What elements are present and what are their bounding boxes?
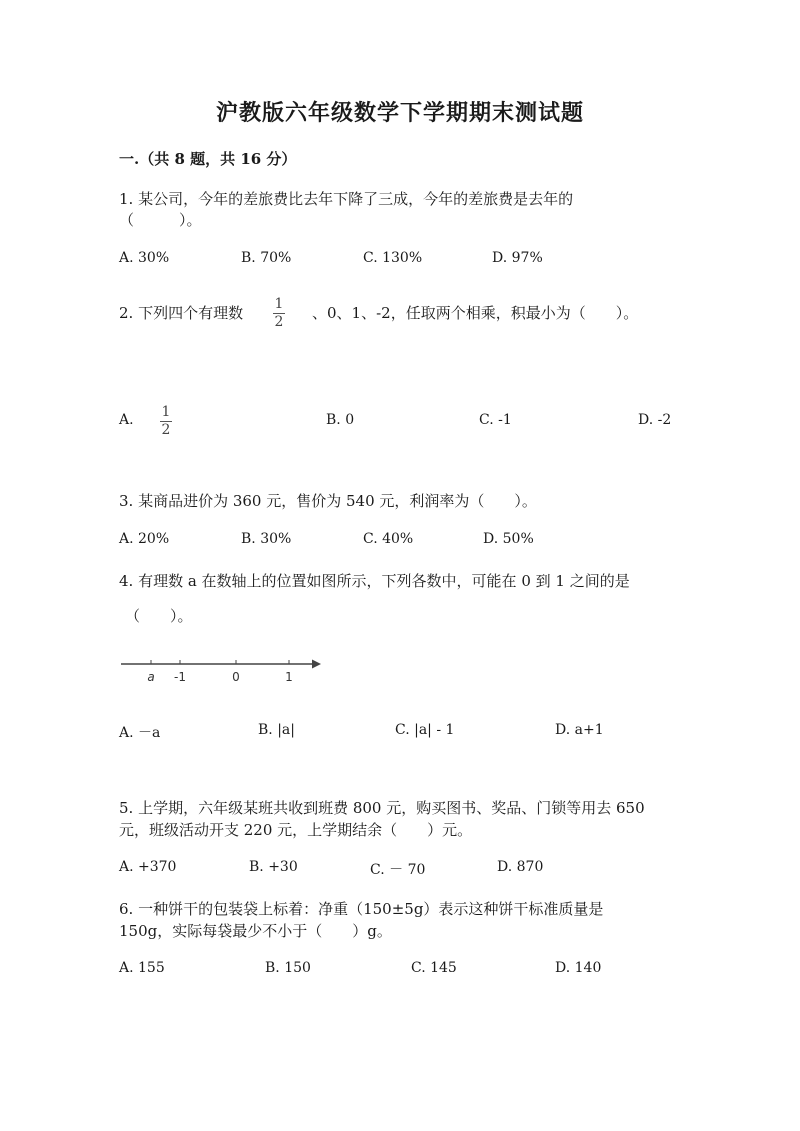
question-1-option-d: D. 97% [492,250,543,266]
question-4-option-b: B. |a| [258,722,295,738]
question-1-text: 1. 某公司，今年的差旅费比去年下降了三成，今年的差旅费是去年的 [119,190,574,208]
question-2-option-d: D. -2 [638,412,672,428]
question-4-option-a: A. －a [119,725,161,741]
question-1-option-a: A. 30% [119,250,170,266]
question-4-text: 4. 有理数 a 在数轴上的位置如图所示，下列各数中，可能在 0 到 1 之间的是 [119,572,630,590]
question-3-option-c: C. 40% [363,531,414,547]
axis-label-1: 1 [285,670,293,684]
fraction-numerator: 1 [161,404,171,420]
question-2-fraction [273,297,285,330]
question-2-option-a-fraction [160,405,172,438]
question-6-option-c: C. 145 [411,960,457,976]
question-3-option-d: D. 50% [483,531,534,547]
question-6-text-line2: 150g，实际每袋最少不小于（ ）g。 [119,922,392,940]
question-4-option-d: D. a+1 [555,722,604,738]
question-2-suffix: 、0、1、-2，任取两个相乘，积最小为（ ）。 [312,304,639,322]
question-6-text: 6. 一种饼干的包装袋上标着：净重（150±5g）表示这种饼干标准质量是 [119,900,604,918]
question-5-option-d: D. 870 [497,859,544,875]
question-2-option-c: C. -1 [479,412,512,428]
question-4-blank: （ ）。 [125,607,193,625]
question-1-blank: （ ）。 [119,211,202,229]
question-5-option-c: C. － 70 [370,862,426,878]
fraction-numerator: 1 [274,296,284,312]
question-1-option-c: C. 130% [363,250,423,266]
fraction-denominator: 2 [274,314,284,330]
question-1-option-b: B. 70% [241,250,292,266]
question-6-option-d: D. 140 [555,960,602,976]
number-line [115,650,335,690]
question-5-option-a: A. +370 [119,859,177,875]
page-title: 沪教版六年级数学下学期期末测试题 [215,100,584,126]
question-2-option-b: B. 0 [326,412,355,428]
question-5-text: 5. 上学期，六年级某班共收到班费 800 元，购买图书、奖品、门锁等用去 650 [119,799,645,817]
question-5-text-line2: 元，班级活动开支 220 元，上学期结余（ ）元。 [119,821,473,839]
question-2-prefix: 2. 下列四个有理数 [119,304,244,322]
fraction-denominator: 2 [161,422,171,438]
section-heading: 一.（共 8 题，共 16 分） [119,150,297,168]
question-4-option-c: C. |a| - 1 [395,722,455,738]
question-6-option-b: B. 150 [265,960,311,976]
axis-arrow-icon [312,660,321,669]
question-3-option-a: A. 20% [119,531,170,547]
axis-label-0: 0 [232,670,240,684]
question-5-option-b: B. +30 [249,859,298,875]
axis-label-a: a [147,670,155,684]
question-3-text: 3. 某商品进价为 360 元，售价为 540 元，利润率为（ ）。 [119,492,537,510]
axis-label-neg1: -1 [174,670,186,684]
question-3-option-b: B. 30% [241,531,292,547]
question-6-option-a: A. 155 [119,960,165,976]
question-2-option-a-label: A. [119,412,134,428]
